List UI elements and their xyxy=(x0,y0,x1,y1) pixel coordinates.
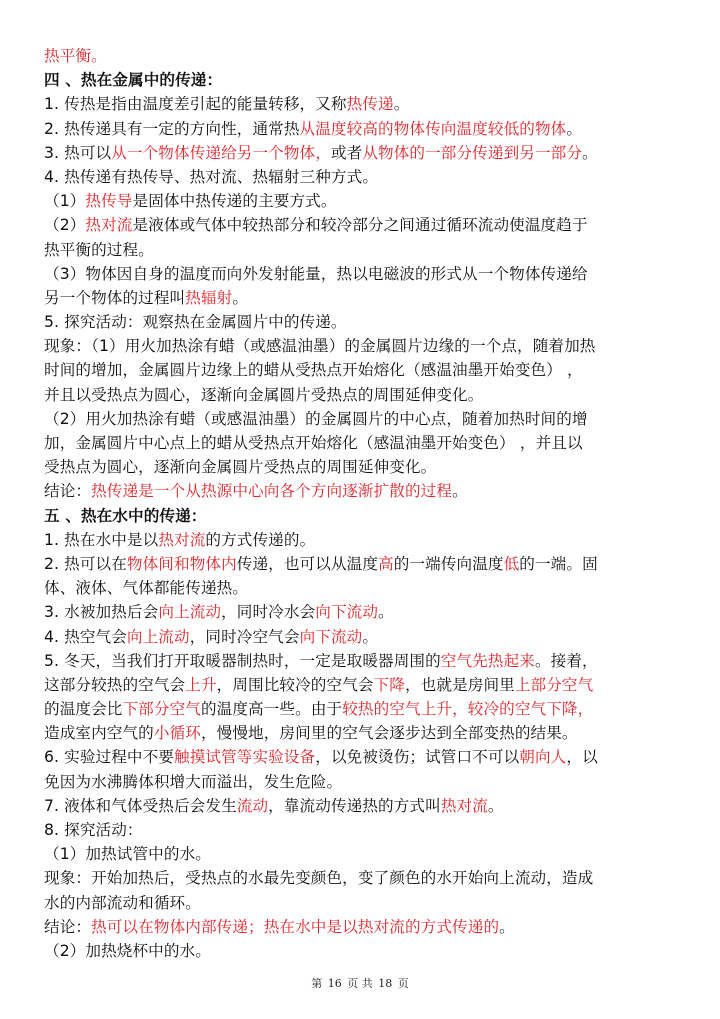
text-segment: （1） xyxy=(44,192,86,211)
highlighted-text: 热对流 xyxy=(158,530,206,549)
text-segment: 水的内部流动和循环。 xyxy=(44,893,201,912)
text-segment: 是液体或气体中较热部分和较冷部分之间通过循环流动使温度趋于 xyxy=(132,216,588,235)
highlighted-text: 上部分空气 xyxy=(514,675,594,694)
text-line xyxy=(44,842,684,866)
highlighted-text: 小循环 xyxy=(153,724,201,743)
footer-total-pages: 18 xyxy=(378,977,393,990)
highlighted-text: 下降 xyxy=(373,675,405,694)
highlighted-text: 热传递 xyxy=(346,95,394,114)
text-line xyxy=(44,383,684,407)
footer-mid: 页 共 xyxy=(347,977,373,990)
highlighted-text: 热辐射 xyxy=(185,288,233,307)
page-footer xyxy=(0,975,720,991)
text-line xyxy=(44,745,684,769)
text-segment: ，以 xyxy=(566,748,598,767)
text-segment: 的温度高一些。由于 xyxy=(200,700,343,719)
text-segment: 。 xyxy=(378,603,394,622)
text-segment: 。 xyxy=(362,627,379,646)
highlighted-text: 热可以在物体内部传递；热在水中是以热对流的方式传递的 xyxy=(91,917,500,936)
text-segment: 4. 热传递有热传导、热对流、热辐射三种方式。 xyxy=(44,167,379,186)
text-segment: （1）加热试管中的水。 xyxy=(44,845,211,864)
text-segment: 结论： xyxy=(44,482,92,501)
highlighted-text: 向上流动 xyxy=(158,603,222,622)
highlighted-text: 从一个物体传递给另一个物体， xyxy=(111,143,331,162)
text-line xyxy=(44,576,684,600)
highlighted-text: 空气先热起来 xyxy=(440,651,535,670)
text-line xyxy=(44,92,684,116)
text-segment: 。 xyxy=(566,119,583,138)
highlighted-text: 热传递是一个从热源中心向各个方向逐渐扩散的过程 xyxy=(91,482,453,501)
text-segment: （3）物体因自身的温度而向外发射能量，热以电磁波的形式从一个物体传递给 xyxy=(44,264,588,283)
text-line xyxy=(44,431,684,455)
text-segment: 的方式传递的。 xyxy=(205,530,316,549)
text-segment: 四 、热在金属中的传递： xyxy=(44,71,223,90)
text-segment: 2. 热可以在 xyxy=(44,554,127,573)
highlighted-text: 向上流动 xyxy=(126,627,190,646)
text-line xyxy=(44,600,684,624)
text-segment: 时间的增加，金属圆片边缘上的蜡从受热点开始熔化（感温油墨开始变色） ， xyxy=(44,361,583,380)
highlighted-text: 热对流 xyxy=(85,216,133,235)
highlighted-text: 热对流 xyxy=(440,796,488,815)
text-line xyxy=(44,141,684,165)
text-line xyxy=(44,189,684,213)
text-segment: 加，金属圆片中心点上的蜡从受热点开始熔化（感温油墨开始变色） ，并且以 xyxy=(44,434,583,452)
text-line xyxy=(44,673,684,697)
text-segment: ，以免被烫伤；试管口不可以 xyxy=(315,748,520,767)
highlighted-text: 上升 xyxy=(185,675,217,694)
highlighted-text: 流动 xyxy=(236,796,269,815)
text-segment: ，周围比较冷的空气会 xyxy=(216,675,374,694)
text-segment: 的温度会比 xyxy=(44,700,123,719)
text-line xyxy=(44,770,684,794)
text-segment: 7. 液体和气体受热后会发生 xyxy=(44,796,237,815)
highlighted-text: 高 xyxy=(378,554,394,573)
text-line xyxy=(44,334,684,358)
text-segment: 。 xyxy=(232,288,249,307)
highlighted-text: 低 xyxy=(503,554,520,573)
highlighted-text: 热传导 xyxy=(85,192,133,211)
text-segment: 。接着， xyxy=(534,651,598,670)
text-segment: 2. 热传递具有一定的方向性，通常热 xyxy=(44,119,300,138)
text-segment: 。 xyxy=(582,143,598,162)
highlighted-text: 物体间和物体内 xyxy=(126,554,237,573)
text-line xyxy=(44,939,684,963)
highlighted-text: 向下流动 xyxy=(315,603,379,622)
text-segment: 并且以受热点为圆心，逐渐向金属圆片受热点的周围延伸变化。 xyxy=(44,385,484,404)
text-line xyxy=(44,262,684,286)
text-segment: 3. 水被加热后会 xyxy=(44,603,159,622)
text-line xyxy=(44,697,684,721)
text-line xyxy=(44,407,684,431)
text-segment: （2）加热烧杯中的水。 xyxy=(44,941,211,960)
text-segment: 的一端。固 xyxy=(519,554,598,573)
highlighted-text: 从温度较高的物体传向温度较低的物体 xyxy=(299,119,567,138)
text-line xyxy=(44,165,684,189)
text-segment: 3. 热可以 xyxy=(44,143,112,162)
text-segment: 另一个物体的过程叫 xyxy=(44,288,186,307)
highlighted-text: 热平衡。 xyxy=(44,47,107,65)
text-line xyxy=(44,915,684,939)
highlighted-text: 从物体的一部分传递到另一部分 xyxy=(362,143,583,162)
text-line xyxy=(44,286,684,310)
text-segment: 。 xyxy=(487,796,504,815)
text-segment: 或者 xyxy=(330,143,363,162)
text-segment: 现象：（1）用火加热涂有蜡（或感温油墨）的金属圆片边缘的一个点，随着加热 xyxy=(44,337,596,356)
text-segment: （2）用火加热涂有蜡（或感温油墨）的金属圆片的中心点，随着加热时间的增 xyxy=(44,409,588,428)
highlighted-text: 下部分空气 xyxy=(122,700,201,719)
text-segment: 造成室内空气的 xyxy=(44,724,154,743)
text-segment: 8. 探究活动： xyxy=(44,821,143,839)
highlighted-text: 向下流动 xyxy=(299,627,363,646)
text-line xyxy=(44,455,684,479)
text-line xyxy=(44,44,684,68)
text-segment: 的一端传向温度 xyxy=(393,554,504,573)
highlighted-text: 朝向人 xyxy=(519,748,567,767)
text-line xyxy=(44,721,684,745)
text-line xyxy=(44,818,684,842)
text-line xyxy=(44,625,684,649)
text-line xyxy=(44,117,684,141)
text-segment: ，同时冷水会 xyxy=(221,603,316,622)
text-line xyxy=(44,310,684,334)
text-line xyxy=(44,794,684,818)
section-heading xyxy=(44,68,684,92)
text-segment: 5. 冬天，当我们打开取暖器制热时，一定是取暖器周围的 xyxy=(44,651,441,670)
text-line xyxy=(44,213,684,237)
text-line xyxy=(44,649,684,673)
text-segment: 6. 实验过程中不要 xyxy=(44,748,174,767)
text-segment: 受热点为圆心，逐渐向金属圆片受热点的周围延伸变化。 xyxy=(44,458,437,477)
text-segment: 结论： xyxy=(44,917,92,936)
section-heading xyxy=(44,504,684,528)
footer-prefix: 第 xyxy=(311,977,323,990)
highlighted-text: 较热的空气上升，较冷的空气下降， xyxy=(342,700,594,719)
text-line xyxy=(44,891,684,915)
text-segment: 免因为水沸腾体积增大而溢出，发生危险。 xyxy=(44,772,343,791)
text-line xyxy=(44,528,684,552)
text-segment: 4. 热空气会 xyxy=(44,627,127,646)
text-segment: 。 xyxy=(393,95,410,114)
text-segment: （2） xyxy=(44,216,86,235)
text-segment: 传递，也可以从温度 xyxy=(236,554,379,573)
text-line xyxy=(44,866,684,890)
text-segment: ，慢慢地，房间里的空气会逐步达到全部变热的结果。 xyxy=(200,724,578,743)
text-segment: 五 、热在水中的传递： xyxy=(44,506,207,525)
footer-current-page: 16 xyxy=(327,977,342,990)
text-segment: 1. 热在水中是以 xyxy=(44,530,159,549)
text-segment: ，也就是房间里 xyxy=(404,675,515,694)
text-segment: 这部分较热的空气会 xyxy=(44,675,186,694)
text-segment: ，同时冷空气会 xyxy=(189,627,300,646)
text-line xyxy=(44,552,684,576)
highlighted-text: 触摸试管等实验设备 xyxy=(174,748,316,767)
text-segment: 是固体中热传递的主要方式。 xyxy=(132,192,337,211)
text-segment: 。 xyxy=(499,917,515,936)
text-line xyxy=(44,238,684,262)
text-line xyxy=(44,479,684,503)
text-segment: ，靠流动传递热的方式叫 xyxy=(268,796,441,815)
document-body xyxy=(44,44,684,963)
text-segment: 5. 探究活动：观察热在金属圆片中的传递。 xyxy=(44,313,347,332)
text-segment: 热平衡的过程。 xyxy=(44,240,154,259)
footer-suffix: 页 xyxy=(397,977,409,990)
text-segment: 。 xyxy=(452,482,468,501)
text-segment: 体、液体、气体都能传递热。 xyxy=(44,579,249,598)
text-segment: 现象：开始加热后，受热点的水最先变颜色，变了颜色的水开始向上流动，造成 xyxy=(44,869,594,888)
text-segment: 1. 传热是指由温度差引起的能量转移，又称 xyxy=(44,95,347,114)
text-line xyxy=(44,358,684,382)
